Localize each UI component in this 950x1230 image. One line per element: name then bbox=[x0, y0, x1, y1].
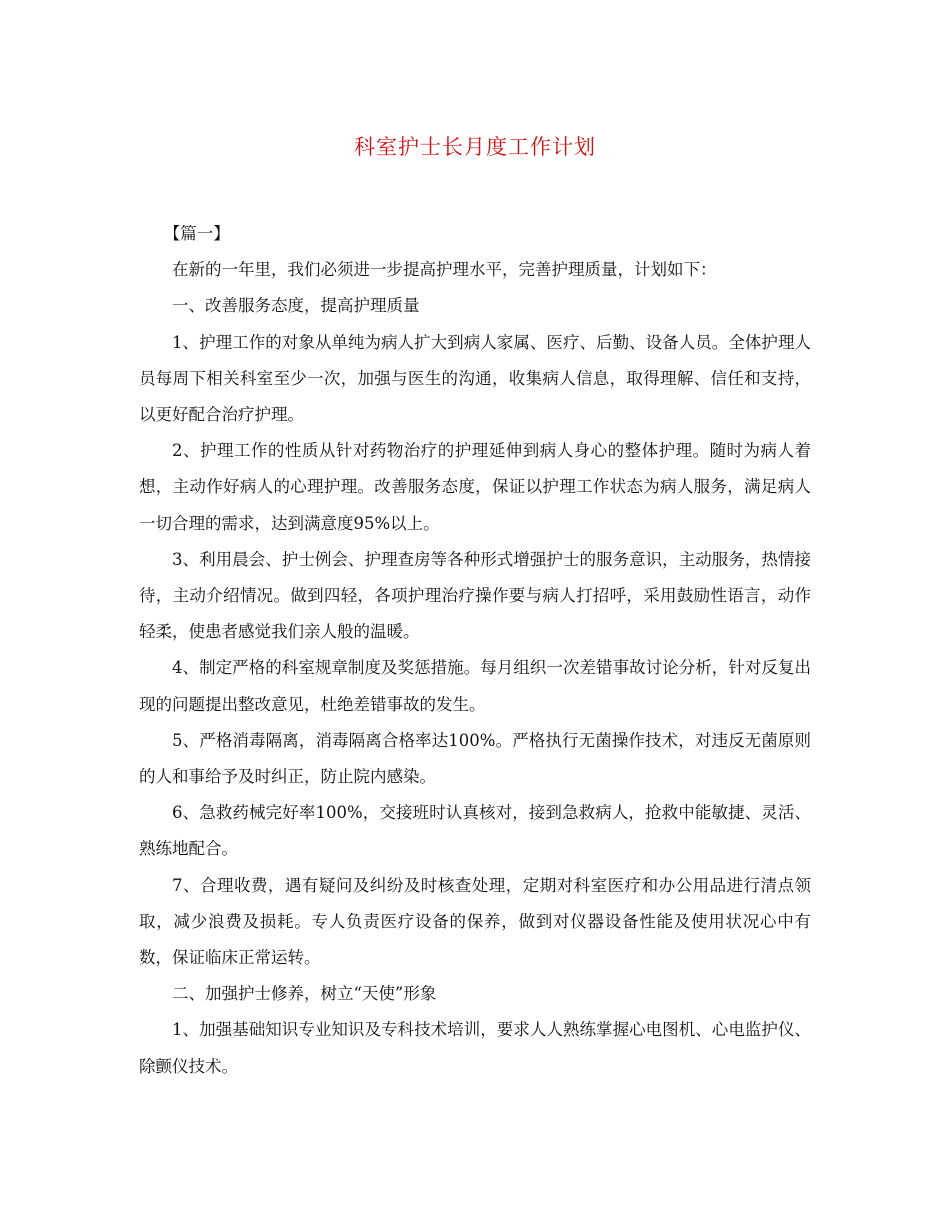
paragraph-item-1: 1、护理工作的对象从单纯为病人扩大到病人家属、医疗、后勤、设备人员。全体护理人员每周下相关科室至少一次，加强与医生的沟通，收集病人信息，取得理解、信任和支持，以更好配合治疗护理。 bbox=[139, 332, 811, 425]
section-tag: 【篇一】 bbox=[163, 224, 230, 243]
paragraph-item-6: 6、急救药械完好率100%，交接班时认真核对，接到急救病人，抢救中能敏捷、灵活、熟练地配合。 bbox=[139, 803, 811, 859]
paragraph-item-4: 4、制定严格的科室规章制度及奖惩措施。每月组织一次差错事故讨论分析，针对反复出现的问题提出整改意见，杜绝差错事故的发生。 bbox=[139, 658, 811, 714]
document-body bbox=[139, 216, 811, 1085]
paragraph-item-2: 2、护理工作的性质从针对药物治疗的护理延伸到病人身心的整体护理。随时为病人着想，主动作好病人的心理护理。改善服务态度，保证以护理工作状态为病人服务，满足病人一切合理的需求，达到满意度95%以上。 bbox=[139, 441, 811, 533]
paragraph-item-3: 3、利用晨会、护士例会、护理查房等各种形式增强护士的服务意识，主动服务，热情接待，主动介绍情况。做到四轻，各项护理治疗操作要与病人打招呼，采用鼓励性语言，动作轻柔，使患者感觉我们亲人般的温暖。 bbox=[139, 549, 811, 642]
section-heading-2: 二、加强护士修养，树立“天使”形象 bbox=[172, 984, 437, 1004]
paragraph-item-5: 5、严格消毒隔离，消毒隔离合格率达100%。严格执行无菌操作技术，对违反无菌原则的人和事给予及时纠正，防止院内感染。 bbox=[139, 730, 811, 787]
paragraph-item-7: 7、合理收费，遇有疑问及纠纷及时核查处理，定期对科室医疗和办公用品进行清点领取，减少浪费及损耗。专人负责医疗设备的保养，做到对仪器设备性能及使用状况心中有数，保证临床正常运转。 bbox=[139, 875, 811, 968]
paragraph-item-8: 1、加强基础知识专业知识及专科技术培训，要求人人熟练掌握心电图机、心电监护仪、除颤仪技术。 bbox=[139, 1020, 811, 1076]
section-heading-1: 一、改善服务态度，提高护理质量 bbox=[172, 296, 420, 316]
document-title: 科室护士长月度工作计划 bbox=[354, 135, 596, 159]
intro-paragraph: 在新的一年里，我们必须进一步提高护理水平，完善护理质量，计划如下： bbox=[172, 260, 717, 280]
